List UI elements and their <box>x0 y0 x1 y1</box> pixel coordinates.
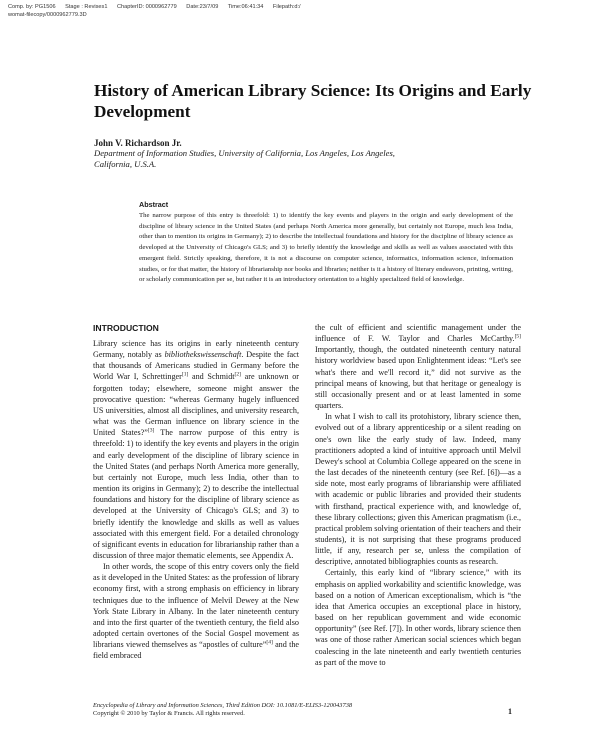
right-column <box>315 322 521 668</box>
footer <box>93 702 518 719</box>
author-name: John V. Richardson Jr. <box>94 138 182 148</box>
right-paragraph-2: In what I wish to call its protohistory, library science then, evolved out of a library apprenticeship or a silent reading on one's own like the early study of law. Indeed, many practitioners adopted a kind of intuitive approach until Melvil Dewey's school at Columbia College appeared on the scene in the last decades of the nineteenth century (see Ref. [6])—as a side note, most early programs of librarianship were affiliated with academic or public libraries and provided their students with firsthand, practical experience with, and knowledge of, these library collections; given this American pragmatism (i.e., practical problem solving orientation of their teachers and their students), it is not surprising that these programs produced little, if any, research per se, unless the compilation of descriptive, annotated bibliographies counts as research. <box>315 412 521 567</box>
header-filepath: Filepath:d:/ <box>272 4 301 10</box>
left-paragraph-2: In other words, the scope of this entry covers only the field as it developed in the United States: as the profession of library economy first, with a strong emphasis on efficiency in library techniques due to the influence of Melvil Dewey at the New York State Library in Albany. In the later nineteenth century and into the first quarter of the twentieth century, the field also adopted certain overtones of the Social Gospel movement as librarians viewed themselves as “apostles of culture”[4] and the field embraced <box>93 562 300 661</box>
header-date: Date:23/7/09 <box>186 4 219 10</box>
header-time: Time:06:41:34 <box>227 4 264 10</box>
abstract-heading: Abstract <box>139 200 169 209</box>
footer-source: Encyclopedia of Library and Information Sciences, Third Edition DOI: 10.1081/E-ELIS3-120043738 <box>93 702 353 709</box>
citation: [3] <box>147 427 155 434</box>
citation: [1] <box>181 371 189 378</box>
header-path: womat-filecopy/0000962779.3D <box>8 12 87 18</box>
page-number: 1 <box>508 707 512 716</box>
citation: [4] <box>266 639 273 646</box>
author-affiliation: Department of Information Studies, University of California, Los Angeles, Los Angeles, California, U.S.A. <box>94 148 395 169</box>
citation: [5] <box>514 333 521 340</box>
german-term: bibliothekswissenschaft <box>164 350 242 360</box>
left-column <box>93 338 299 662</box>
header-chapter-id: ChapterID: 0000962779 <box>117 4 177 10</box>
header-comp: Comp. by: PG1506 <box>8 4 56 10</box>
citation: [2] <box>234 371 241 378</box>
abstract <box>139 200 513 286</box>
footer-copyright: Copyright © 2010 by Taylor & Francis. All rights reserved. <box>93 710 245 718</box>
header-stage: Stage : Revises1 <box>65 4 108 10</box>
section-heading-introduction: INTRODUCTION <box>93 323 159 333</box>
left-paragraph-1: Library science has its origins in early nineteenth century Germany, notably as bibliothekswissenschaft. Despite the fact that thousands of Americans studied in Germany before the World War I, Schrettinger[1] and Schmidt[2] are unknown or forgotten today; elsewhere, someone might answer the provocative question: “whereas Germany hugely influenced US universities, almost all disciplines, and university research, what was the German influence on library science in the United States?”[3] The narrow purpose of this entry is threefold: 1) to identify the key events and players in the origin and early development of the discipline of library science in the United States (and perhaps North America more generally, but certainly not Europe, much less India, other than to mention its origins in Germany); 2) to describe the intellectual foundations and history for the discipline of library science as developed at the University of Chicago's GLS; and 3) to briefly identify the knowledge and skills as well as values associated with this emergent field. For a detailed chronology of significant events in education for librarianship rather than a discussion of three major thematic elements, see Appendix A. <box>93 339 299 560</box>
abstract-text: The narrow purpose of this entry is threefold: 1) to identify the key events and players in the origin and early development of the discipline of library science in the United States (and perhaps North America more generally, but certainly not Europe, much less India, other than to mention its origins in Germany); 2) to describe the intellectual foundations and history for the discipline of library science as developed at the University of Chicago's GLS; and 3) to briefly identify the knowledge and skills as well as values associated with this emergent field. Strictly speaking, therefore, it is not a discourse on computer science, informatics, information science, information studies, or for that matter, the history of librarianship nor books and libraries; neither is it a history of literary endeavors, printing, writing, or scholarly communication per se, but rather it is an introductory orientation to a highly specialized field of knowledge. <box>139 212 513 284</box>
production-header <box>8 3 488 19</box>
right-paragraph-3: Certainly, this early kind of “library science,” with its emphasis on applied workability and scientific knowledge, was based on a notion of American exceptionalism, which is “the idea that America occupies an exceptional place in history, based on her republican government and wide economic opportunity” (see Ref. [7]). In other words, library science then was one of those rather American social sciences which began coalescing in the late nineteenth and early twentieth centuries as part of the move to <box>315 568 521 667</box>
right-paragraph-1: the cult of efficient and scientific management under the influence of F. W. Taylor and Charles McCarthy.[5] Importantly, though, the outdated nineteenth century natural history worldview based upon Enlightenment ideas: “Let's see what's there and we'll record it,” did not survive as the principal means of knowing, but that heritage or genealogy is still occasionally present and or at least lamented in some quarters. <box>315 323 521 411</box>
page-title: History of American Library Science: Its Origins and Early Development <box>94 81 532 121</box>
